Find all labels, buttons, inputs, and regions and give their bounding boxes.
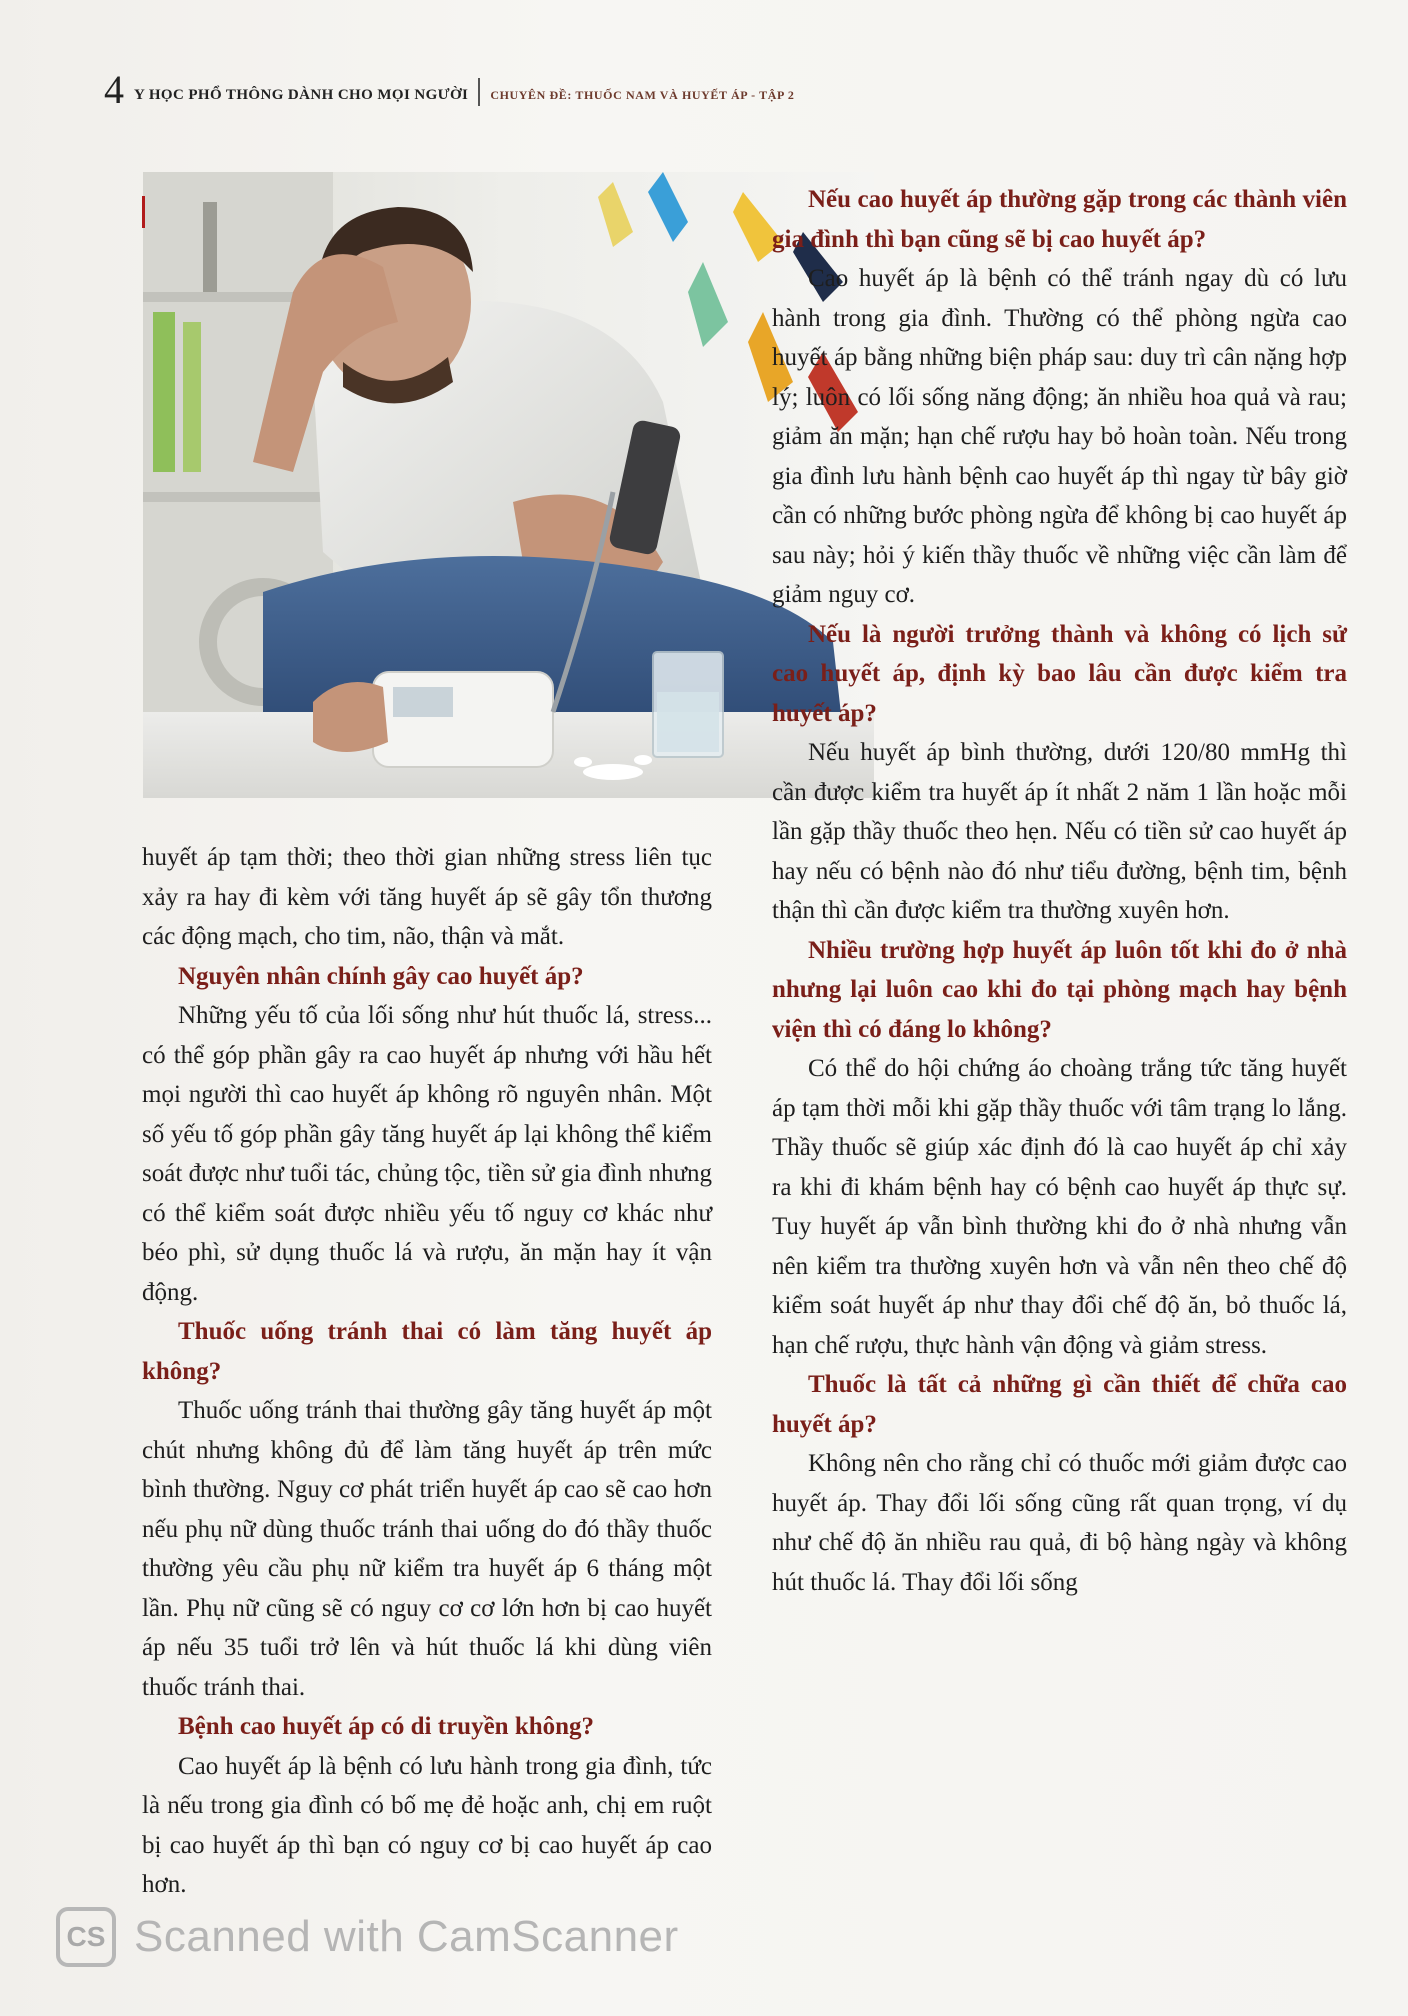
right-column bbox=[772, 180, 1347, 1602]
article-photo bbox=[143, 172, 874, 798]
decorative-red-mark bbox=[142, 196, 145, 228]
section-question: Nếu là người trưởng thành và không có lịch sử cao huyết áp, định kỳ bao lâu cần được kiểm tra huyết áp? bbox=[772, 620, 1347, 727]
topic-title: CHUYÊN ĐỀ: THUỐC NAM VÀ HUYẾT ÁP - TẬP 2 bbox=[490, 88, 795, 102]
section-question: Nhiều trường hợp huyết áp luôn tốt khi đo ở nhà nhưng lại luôn cao khi đo tại phòng mạch hay bệnh viện thì có đáng lo không? bbox=[772, 936, 1347, 1043]
section-question: Nguyên nhân chính gây cao huyết áp? bbox=[178, 962, 584, 990]
page-header bbox=[104, 62, 794, 110]
body-paragraph: Những yếu tố của lối sống như hút thuốc lá, stress... có thể góp phần gây ra cao huyết áp nhưng với hầu hết mọi người thì cao huyết áp không rõ nguyên nhân. Một số yếu tố góp phần gây tăng huyết áp lại không thể kiểm soát được như tuổi tác, chủng tộc, tiền sử gia đình nhưng có thể kiểm soát được nhiều yếu tố nguy cơ khác như béo phì, sử dụng thuốc lá và rượu, ăn mặn hay ít vận động. bbox=[142, 1002, 712, 1306]
section-question: Nếu cao huyết áp thường gặp trong các thành viên gia đình thì bạn cũng sẽ bị cao huyết áp? bbox=[772, 186, 1347, 253]
body-paragraph: Thuốc uống tránh thai thường gây tăng huyết áp một chút nhưng không đủ để làm tăng huyết áp trên mức bình thường. Nguy cơ phát triển huyết áp cao sẽ cao hơn nếu phụ nữ dùng thuốc tránh thai uống do đó thầy thuốc thường yêu cầu phụ nữ kiểm tra huyết áp 6 tháng một lần. Phụ nữ cũng sẽ có nguy cơ cơ lớn hơn bị cao huyết áp nếu 35 tuổi trở lên và hút thuốc lá khi dùng viên thuốc tránh thai. bbox=[142, 1397, 712, 1701]
man-with-headache-icon bbox=[143, 172, 874, 798]
left-column bbox=[142, 838, 712, 1905]
body-paragraph: Cao huyết áp là bệnh có lưu hành trong gia đình, tức là nếu trong gia đình có bố mẹ đẻ hoặc anh, chị em ruột bị cao huyết áp thì bạn có nguy cơ bị cao huyết áp cao hơn. bbox=[142, 1752, 712, 1898]
section-question: Thuốc là tất cả những gì cần thiết để chữa cao huyết áp? bbox=[772, 1371, 1347, 1438]
body-paragraph: Không nên cho rằng chỉ có thuốc mới giảm được cao huyết áp. Thay đổi lối sống cũng rất quan trọng, ví dụ như chế độ ăn nhiều rau quả, đi bộ hàng ngày và không hút thuốc lá. Thay đổi lối sống bbox=[772, 1450, 1347, 1596]
body-paragraph: huyết áp tạm thời; theo thời gian những stress liên tục xảy ra hay đi kèm với tăng huyết áp sẽ gây tổn thương các động mạch, cho tim, não, thận và mắt. bbox=[142, 844, 712, 950]
header-divider bbox=[478, 78, 480, 106]
section-question: Bệnh cao huyết áp có di truyền không? bbox=[178, 1713, 595, 1740]
section-question: Thuốc uống tránh thai có làm tăng huyết áp không? bbox=[142, 1318, 712, 1385]
camscanner-logo-icon: CS bbox=[56, 1907, 116, 1967]
body-paragraph: Nếu huyết áp bình thường, dưới 120/80 mmHg thì cần được kiểm tra huyết áp ít nhất 2 năm 1 lần hoặc mỗi lần gặp thầy thuốc theo hẹn. Nếu có tiền sử cao huyết áp hay nếu có bệnh nào đó như tiểu đường, bệnh tim, bệnh thận thì cần được kiểm tra thường xuyên hơn. bbox=[772, 739, 1347, 924]
scanner-watermark bbox=[56, 1907, 679, 1967]
body-paragraph: Cao huyết áp là bệnh có thể tránh ngay dù có lưu hành trong gia đình. Thường có thể phòng ngừa cao huyết áp bằng những biện pháp sau: duy trì cân nặng hợp lý; luôn có lối sống năng động; ăn nhiều hoa quả và rau; giảm ăn mặn; hạn chế rượu hay bỏ hoàn toàn. Nếu trong gia đình lưu hành bệnh cao huyết áp thì ngay từ bây giờ cần có những bước phòng ngừa để không bị cao huyết áp sau này; hỏi ý kiến thầy thuốc về những việc cần làm để giảm nguy cơ. bbox=[772, 265, 1347, 608]
watermark-text: Scanned with CamScanner bbox=[134, 1912, 679, 1961]
page-number: 4 bbox=[104, 67, 124, 112]
body-paragraph: Có thể do hội chứng áo choàng trắng tức tăng huyết áp tạm thời mỗi khi gặp thầy thuốc với tâm trạng lo lắng. Thầy thuốc sẽ giúp xác định đó là cao huyết áp chỉ xảy ra khi đi khám bệnh hay có bệnh cao huyết áp thực sự. Tuy huyết áp vẫn bình thường khi đo ở nhà nhưng vẫn nên kiểm tra thường xuyên hơn và vẫn nên theo chế độ kiểm soát huyết áp như thay đổi chế độ ăn, bỏ thuốc lá, hạn chế rượu, thực hành vận động và giảm stress. bbox=[772, 1055, 1347, 1359]
journal-title: Y HỌC PHỔ THÔNG DÀNH CHO MỌI NGƯỜI bbox=[134, 87, 469, 103]
